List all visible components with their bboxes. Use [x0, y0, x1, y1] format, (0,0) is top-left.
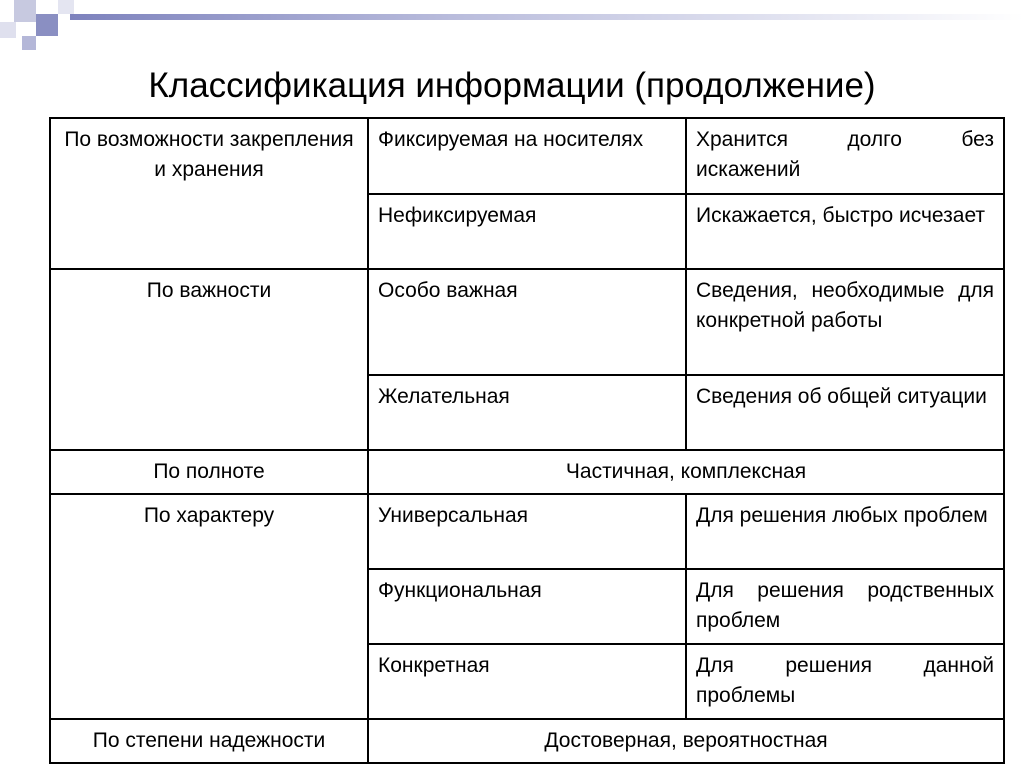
type-cell: Функциональная	[368, 569, 686, 644]
type-cell: Особо важная	[368, 269, 686, 375]
deco-square	[0, 22, 16, 38]
merged-value-cell: Частичная, комплексная	[368, 450, 1004, 494]
description-cell: Для решения родственных проблем	[686, 569, 1004, 644]
deco-square	[14, 0, 36, 22]
table-row	[50, 450, 1004, 494]
table-row	[50, 494, 1004, 569]
table-row	[50, 269, 1004, 375]
category-cell: По важности	[50, 269, 368, 450]
category-cell: По полноте	[50, 450, 368, 494]
category-cell: По возможности закрепления и хранения	[50, 118, 368, 269]
description-cell: Хранится долго без искажений	[686, 118, 1004, 194]
deco-square	[22, 36, 36, 50]
type-cell: Фиксируемая на носителях	[368, 118, 686, 194]
description-cell: Сведения, необходимые для конкретной работы	[686, 269, 1004, 375]
table-row	[50, 719, 1004, 763]
description-cell: Искажается, быстро исчезает	[686, 194, 1004, 269]
corner-decoration	[0, 0, 80, 60]
category-cell: По степени надежности	[50, 719, 368, 763]
type-cell: Конкретная	[368, 644, 686, 719]
type-cell: Нефиксируемая	[368, 194, 686, 269]
type-cell: Желательная	[368, 375, 686, 450]
header-rule	[70, 14, 1024, 20]
merged-value-cell: Достоверная, вероятностная	[368, 719, 1004, 763]
description-cell: Сведения об общей ситуации	[686, 375, 1004, 450]
type-cell: Универсальная	[368, 494, 686, 569]
description-cell: Для решения любых проблем	[686, 494, 1004, 569]
description-cell: Для решения данной проблемы	[686, 644, 1004, 719]
deco-square	[36, 14, 58, 36]
category-cell: По характеру	[50, 494, 368, 719]
deco-square	[58, 0, 74, 14]
classification-table	[49, 117, 1005, 764]
table-row	[50, 118, 1004, 194]
slide-title: Классификация информации (продолжение)	[148, 66, 876, 105]
